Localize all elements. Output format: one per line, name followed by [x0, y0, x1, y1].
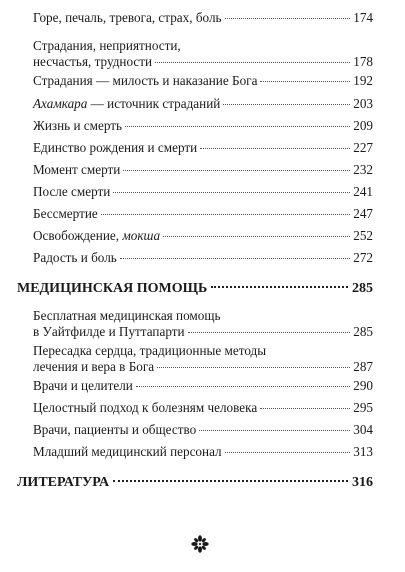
toc-section-literature[interactable] — [17, 474, 373, 492]
page-number: 227 — [353, 140, 373, 155]
page-number: 247 — [353, 206, 373, 221]
page-number: 178 — [353, 54, 373, 69]
leader-dots — [225, 18, 351, 19]
leader-dots — [113, 480, 348, 482]
entry-title: Радость и боль — [33, 250, 117, 265]
page-number: 316 — [352, 475, 373, 490]
entry-title: Момент смерти — [33, 162, 121, 177]
leader-dots — [260, 81, 350, 82]
page-number: 285 — [353, 324, 373, 339]
toc-entry[interactable] — [33, 73, 373, 89]
leader-dots — [188, 332, 351, 333]
entry-title-italic: Ахамкара — [33, 96, 88, 111]
toc-entry[interactable] — [33, 444, 373, 460]
leader-dots — [125, 126, 350, 127]
toc-entry[interactable] — [33, 343, 373, 375]
flower-ornament-icon — [190, 534, 210, 554]
section-title: МЕДИЦИНСКАЯ ПОМОЩЬ — [17, 281, 208, 296]
page-number: 290 — [353, 378, 373, 393]
entry-title: Единство рождения и смерти — [33, 140, 198, 155]
page-number: 313 — [353, 444, 373, 459]
leader-dots — [120, 258, 350, 259]
page-number: 209 — [353, 118, 373, 133]
page-number: 174 — [353, 10, 373, 25]
toc-entry[interactable] — [33, 10, 373, 26]
toc-entry[interactable] — [33, 378, 373, 394]
leader-dots — [223, 104, 350, 105]
toc-entry[interactable] — [33, 422, 373, 438]
entry-title: лечения и вера в Бога — [33, 359, 155, 374]
leader-dots — [155, 62, 350, 63]
leader-dots — [101, 214, 350, 215]
toc-section-medical[interactable] — [17, 280, 373, 298]
page-number: 272 — [353, 250, 373, 265]
entry-title-italic: мокша — [122, 228, 161, 243]
entry-title: Врачи и целители — [33, 378, 133, 393]
toc-entry[interactable] — [33, 228, 373, 244]
toc-entry[interactable] — [33, 96, 373, 112]
page-number: 304 — [353, 422, 373, 437]
leader-dots — [136, 386, 350, 387]
leader-dots — [163, 236, 350, 237]
entry-title-line: Бесплатная медицинская помощь — [33, 308, 221, 323]
leader-dots — [200, 148, 350, 149]
page-number: 232 — [353, 162, 373, 177]
page-number: 287 — [353, 359, 373, 374]
page-number: 285 — [352, 281, 373, 296]
toc-entry[interactable] — [33, 206, 373, 222]
entry-title: несчастья, трудности — [33, 54, 153, 69]
page-number: 241 — [353, 184, 373, 199]
entry-title: Жизнь и смерть — [33, 118, 123, 133]
leader-dots — [123, 170, 350, 171]
leader-dots — [113, 192, 350, 193]
leader-dots — [225, 452, 351, 453]
toc-entry[interactable] — [33, 118, 373, 134]
page-number: 295 — [353, 400, 373, 415]
page-number: 192 — [353, 73, 373, 88]
leader-dots — [260, 408, 350, 409]
toc-entry[interactable] — [33, 140, 373, 156]
entry-title: После смерти — [33, 184, 111, 199]
entry-title: Целостный подход к болезням человека — [33, 400, 258, 415]
entry-title: Освобождение, — [33, 228, 123, 243]
toc-entry[interactable] — [33, 162, 373, 178]
entry-title: Бессмертие — [33, 206, 98, 221]
entry-title: Младший медицинский персонал — [33, 444, 222, 459]
entry-title: — источник страданий — [87, 96, 221, 111]
toc-entry[interactable] — [33, 308, 373, 340]
page-number: 252 — [353, 228, 373, 243]
leader-dots — [157, 367, 350, 368]
entry-title-line: Страдания, неприятности, — [33, 38, 181, 53]
entry-title: Врачи, пациенты и общество — [33, 422, 197, 437]
entry-title: Страдания — милость и наказание Бога — [33, 73, 258, 88]
toc-entry[interactable] — [33, 250, 373, 266]
section-title: ЛИТЕРАТУРА — [17, 475, 110, 490]
entry-title-line: Пересадка сердца, традиционные методы — [33, 343, 267, 358]
page-number: 203 — [353, 96, 373, 111]
entry-title: в Уайтфилде и Путтапарти — [33, 324, 185, 339]
toc-entry[interactable] — [33, 38, 373, 70]
toc-entry[interactable] — [33, 184, 373, 200]
entry-title: Горе, печаль, тревога, страх, боль — [33, 10, 222, 25]
leader-dots — [211, 286, 348, 288]
toc-entry[interactable] — [33, 400, 373, 416]
leader-dots — [199, 430, 350, 431]
